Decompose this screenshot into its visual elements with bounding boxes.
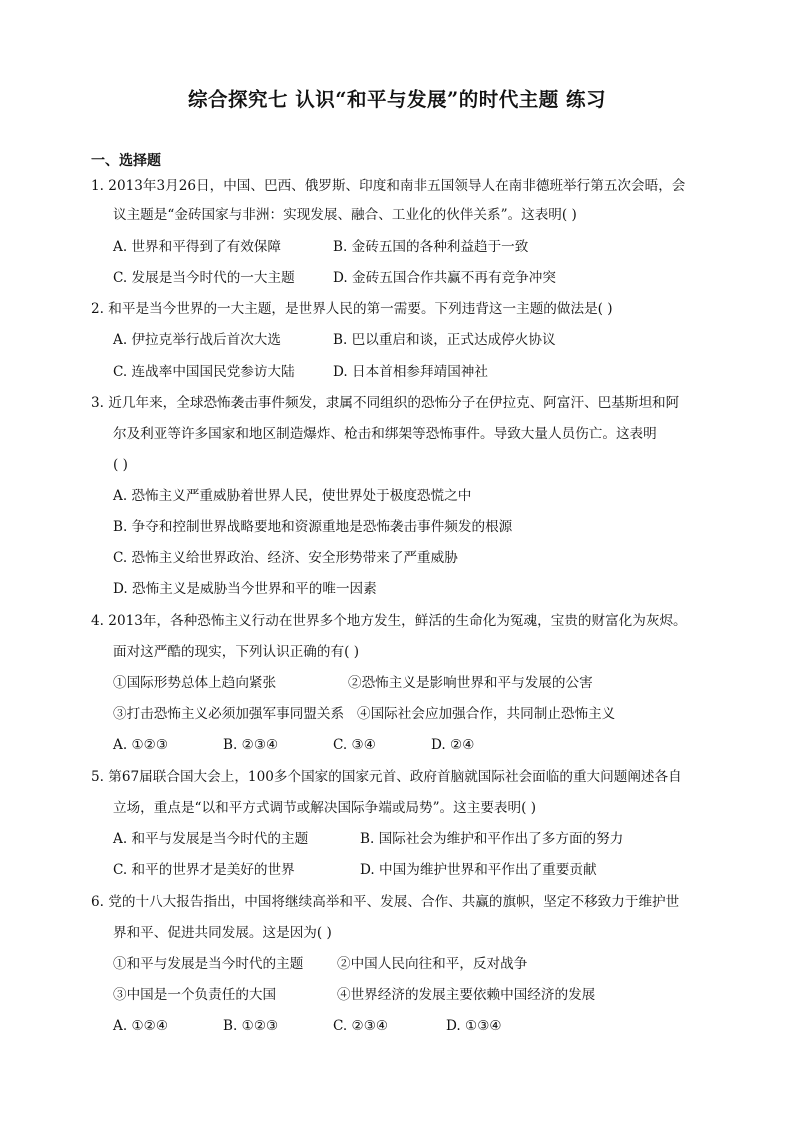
question-4-statement-4: ④国际社会应加强合作，共同制止恐怖主义: [357, 706, 616, 722]
question-4-stem-cont: 面对这严酷的现实，下列认识正确的有( ): [113, 644, 360, 660]
question-3-stem-paren: ( ): [113, 457, 128, 473]
question-6-option-b: B. ①②③: [223, 1018, 279, 1034]
question-4-stem: 4. 2013年，各种恐怖主义行动在世界多个地方发生，鲜活的生命化为冤魂，宝贵的财富化为灰烬。: [91, 613, 687, 629]
section-heading: 一、选择题: [91, 153, 161, 169]
question-2-stem: 2. 和平是当今世界的一大主题，是世界人民的第一需要。下列违背这一主题的做法是( ): [91, 301, 613, 317]
question-4-option-a: A. ①②③: [113, 737, 169, 753]
question-6-option-c: C. ②③④: [333, 1018, 389, 1034]
question-6-option-a: A. ①②④: [113, 1018, 169, 1034]
question-1-stem-cont: 议主题是“金砖国家与非洲：实现发展、融合、工业化的伙伴关系”。这表明( ): [113, 207, 577, 223]
question-5-option-b: B. 国际社会为维护和平作出了多方面的努力: [360, 831, 624, 847]
question-1-option-c: C. 发展是当今时代的一大主题: [113, 270, 295, 286]
question-2-option-b: B. 巴以重启和谈，正式达成停火协议: [333, 332, 556, 348]
question-5-option-d: D. 中国为维护世界和平作出了重要贡献: [360, 862, 597, 878]
question-3-stem: 3. 近几年来，全球恐怖袭击事件频发，隶属不同组织的恐怖分子在伊拉克、阿富汗、巴基斯坦和阿: [91, 395, 680, 411]
question-5-stem: 5. 第67届联合国大会上，100多个国家的国家元首、政府首脑就国际社会面临的重大问题阐述各自: [91, 769, 682, 785]
question-6-stem: 6. 党的十八大报告指出，中国将继续高举和平、发展、合作、共赢的旗帜，坚定不移致力于维护世: [91, 894, 680, 910]
question-6-statement-4: ④世界经济的发展主要依赖中国经济的发展: [337, 987, 596, 1003]
question-3-option-a: A. 恐怖主义严重威胁着世界人民，使世界处于极度恐慌之中: [113, 488, 472, 504]
question-1-option-d: D. 金砖五国合作共赢不再有竞争冲突: [333, 270, 556, 286]
question-6-option-d: D. ①③④: [446, 1018, 502, 1034]
question-4-option-d: D. ②④: [431, 737, 475, 753]
question-4-option-c: C. ③④: [333, 737, 376, 753]
question-6-statement-2: ②中国人民向往和平，反对战争: [337, 956, 528, 972]
question-3-option-d: D. 恐怖主义是威胁当今世界和平的唯一因素: [113, 581, 377, 597]
question-3-option-c: C. 恐怖主义给世界政治、经济、安全形势带来了严重威胁: [113, 550, 458, 566]
question-6-statement-3: ③中国是一个负责任的大国: [113, 987, 277, 1003]
question-3-option-b: B. 争夺和控制世界战略要地和资源重地是恐怖袭击事件频发的根源: [113, 519, 513, 535]
question-2-option-d: D. 日本首相参拜靖国神社: [333, 364, 488, 380]
question-5-option-a: A. 和平与发展是当今时代的主题: [113, 831, 309, 847]
question-1-option-b: B. 金砖五国的各种利益趋于一致: [333, 239, 529, 255]
question-4-option-b: B. ②③④: [223, 737, 279, 753]
question-6-stem-cont: 界和平、促进共同发展。这是因为( ): [113, 925, 332, 941]
question-2-option-a: A. 伊拉克举行战后首次大选: [113, 332, 281, 348]
question-1-option-a: A. 世界和平得到了有效保障: [113, 239, 281, 255]
question-5-option-c: C. 和平的世界才是美好的世界: [113, 862, 295, 878]
question-5-stem-cont: 立场，重点是“以和平方式调节或解决国际争端或局势”。这主要表明( ): [113, 800, 537, 816]
page-title: 综合探究七 认识“和平与发展”的时代主题 练习: [187, 88, 606, 111]
question-6-statement-1: ①和平与发展是当今时代的主题: [113, 956, 304, 972]
question-4-statement-1: ①国际形势总体上趋向紧张: [113, 675, 277, 691]
question-4-statement-3: ③打击恐怖主义必须加强军事同盟关系: [113, 706, 345, 722]
question-3-stem-cont: 尔及利亚等许多国家和地区制造爆炸、枪击和绑架等恐怖事件。导致大量人员伤亡。这表明: [113, 426, 657, 442]
question-4-statement-2: ②恐怖主义是影响世界和平与发展的公害: [348, 675, 593, 691]
question-2-option-c: C. 连战率中国国民党参访大陆: [113, 364, 295, 380]
question-1-stem: 1. 2013年3月26日，中国、巴西、俄罗斯、印度和南非五国领导人在南非德班举行第五次会晤，会: [91, 178, 686, 194]
